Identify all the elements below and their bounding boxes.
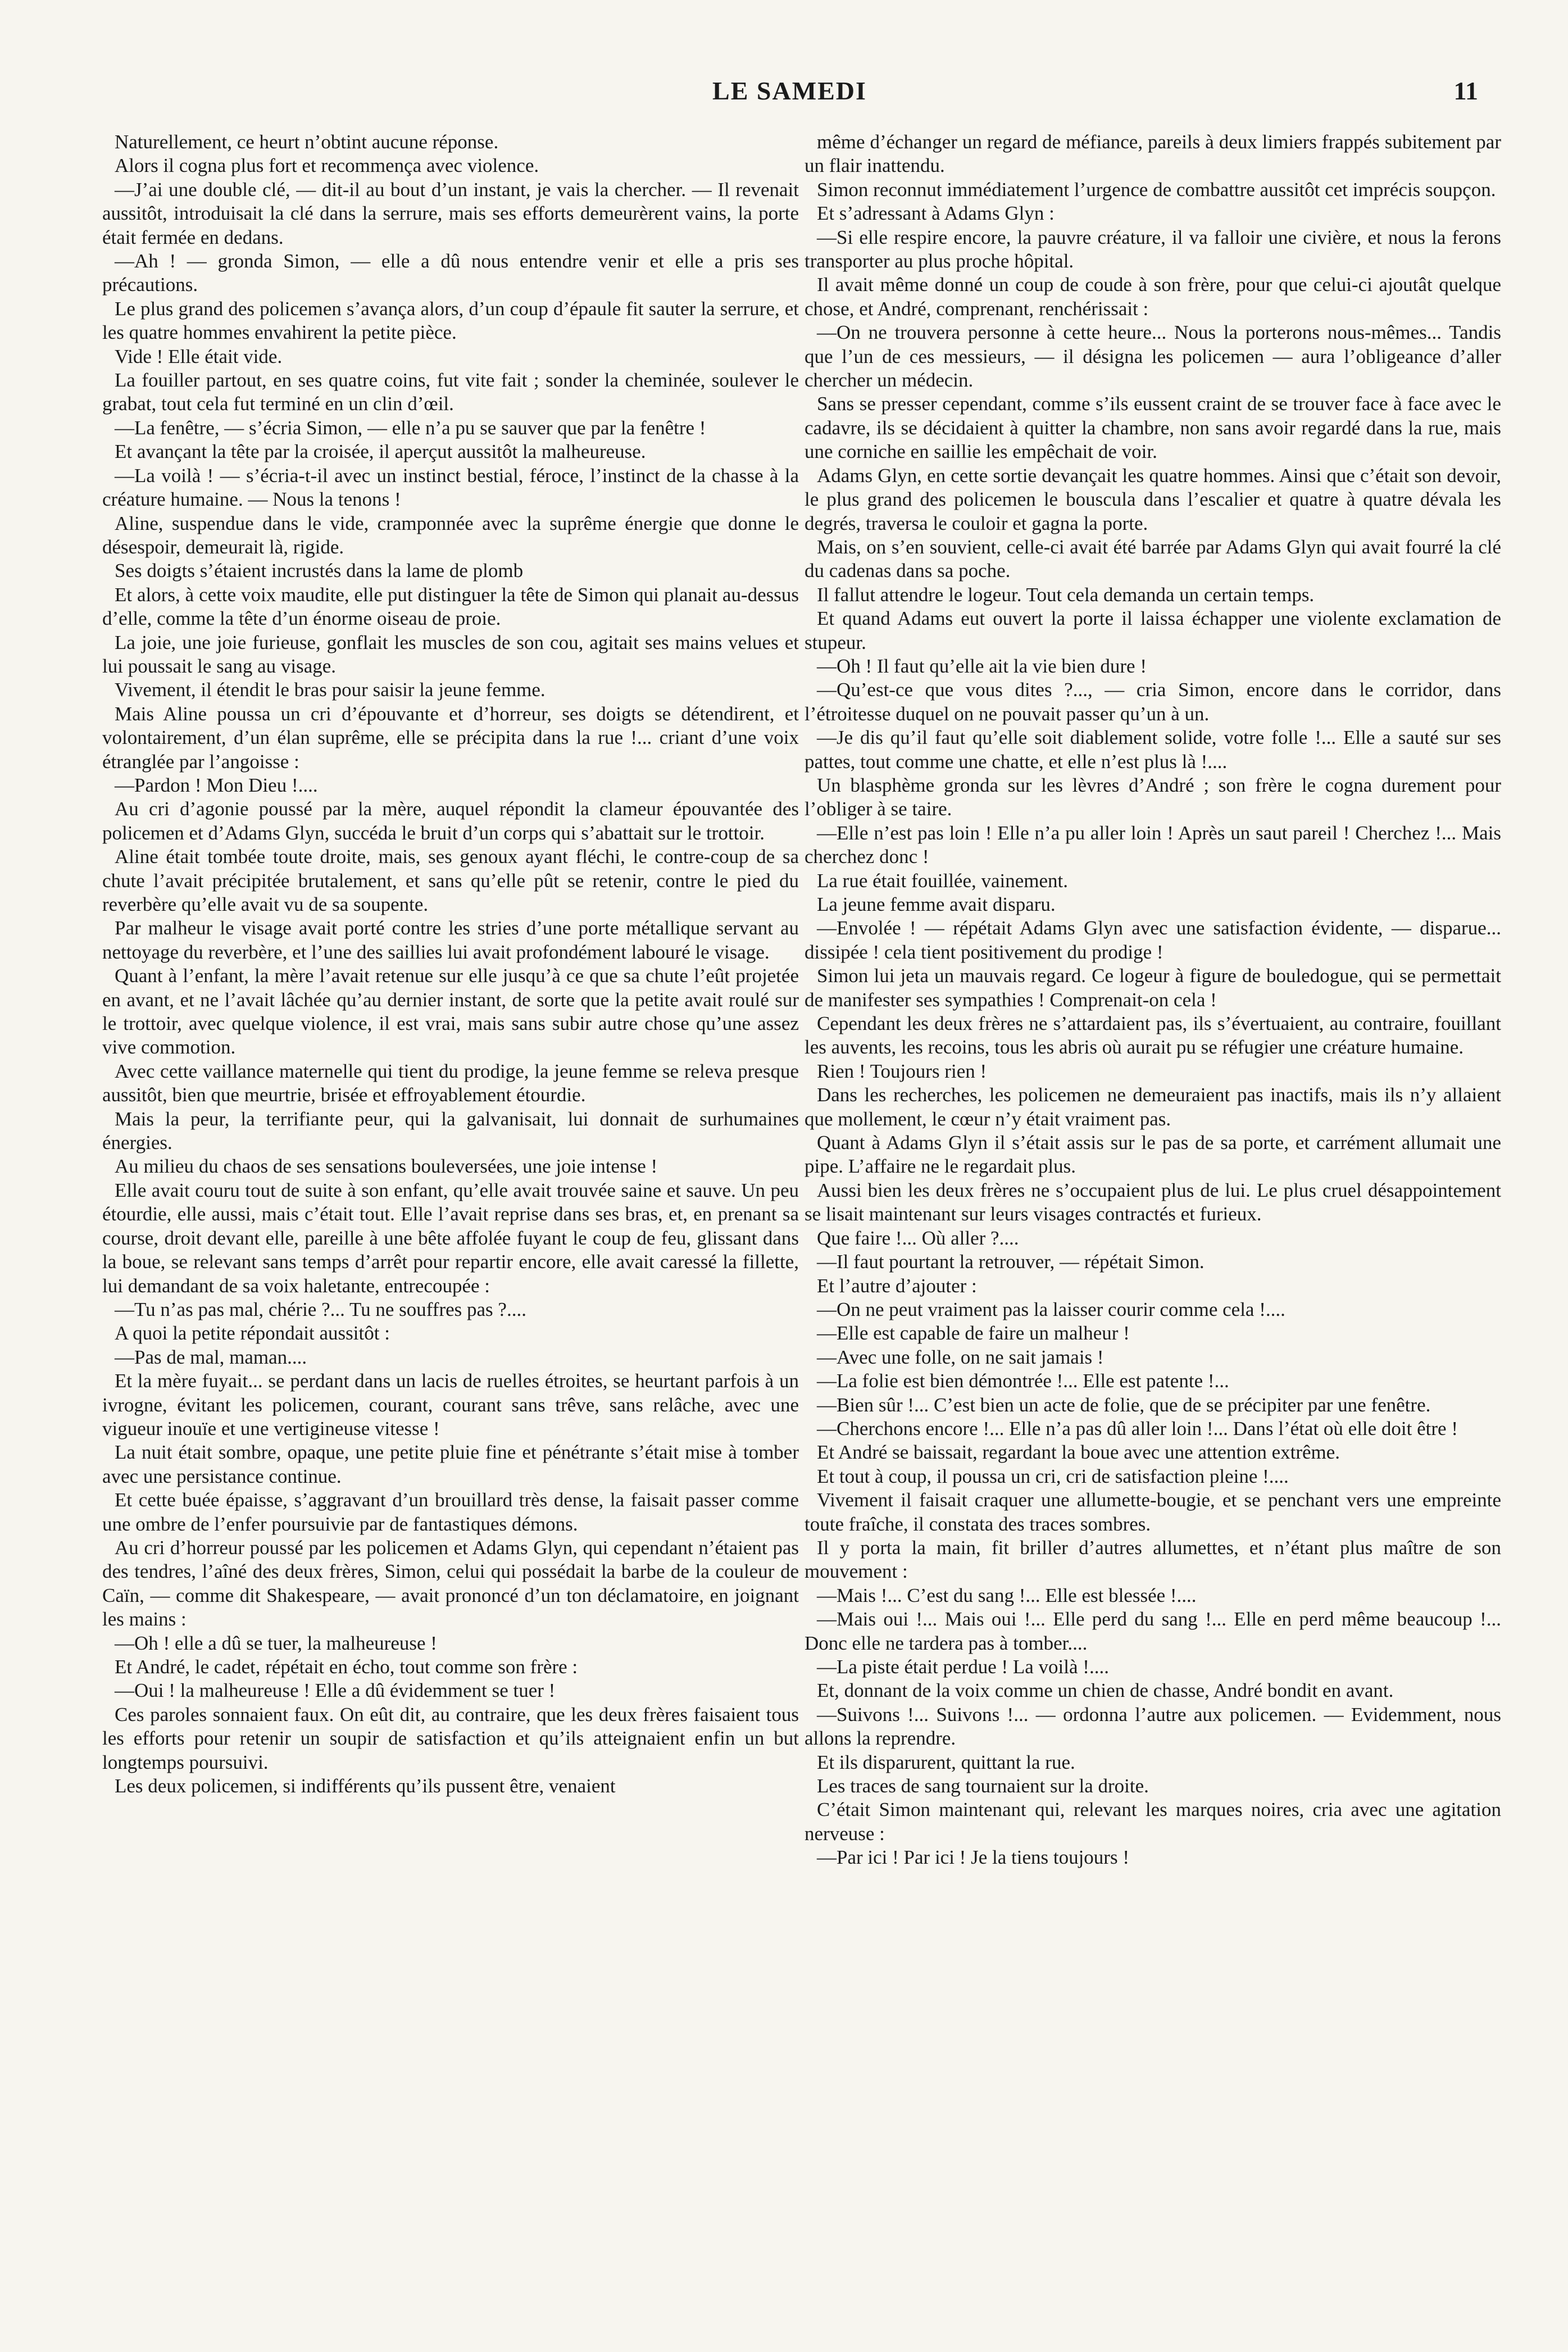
paragraph: Ces paroles sonnaient faux. On eût dit, au contraire, que les deux frères faisaient tous les efforts pour retenir un soupir de satisfaction et qu’ils atteignaient enfin un but longtemps poursuivi. [102, 1703, 799, 1773]
paragraph: Et alors, à cette voix maudite, elle put distinguer la tête de Simon qui planait au-dessus d’elle, comme la tête d’un énorme oiseau de proie. [102, 583, 799, 630]
paragraph: Et quand Adams eut ouvert la porte il laissa échapper une violente exclamation de stupeur. [805, 607, 1501, 653]
paragraph: La nuit était sombre, opaque, une petite pluie fine et pénétrante s’était mise à tomber avec une persistance continue. [102, 1441, 799, 1487]
paragraph: —Suivons !... Suivons !... — ordonna l’autre aux policemen. — Evidemment, nous allons la reprendre. [805, 1703, 1501, 1750]
paragraph: Il avait même donné un coup de coude à son frère, pour que celui-ci ajoutât quelque chose, et André, comprenant, renchérissait : [805, 274, 1501, 320]
paragraph: C’était Simon maintenant qui, relevant les marques noires, cria avec une agitation nerveuse : [805, 1799, 1501, 1845]
paragraph: —On ne peut vraiment pas la laisser courir comme cela !.... [817, 1298, 1285, 1320]
paragraph: Au cri d’horreur poussé par les policemen et Adams Glyn, qui cependant n’étaient pas des tendres, l’aîné des deux frères, Simon, celui qui possédait la barbe de la couleur de Caïn, — comme dit Shakespeare, — avait prononcé d’un ton déclamatoire, en joignant les mains : [102, 1536, 799, 1631]
page-header [101, 76, 1478, 115]
paragraph: La rue était fouillée, vainement. [817, 869, 1069, 892]
paragraph: Et André, le cadet, répétait en écho, tout comme son frère : [115, 1656, 578, 1678]
paragraph: —Pas de mal, maman.... [115, 1346, 307, 1368]
paragraph: Et l’autre d’ajouter : [817, 1274, 977, 1297]
paragraph: Dans les recherches, les policemen ne demeuraient pas inactifs, mais ils n’y allaient que mollement, le cœur n’y était vraiment pas. [805, 1084, 1501, 1130]
paragraph: Au cri d’agonie poussé par la mère, auquel répondit la clameur épouvantée des policemen et d’Adams Glyn, succéda le bruit d’un corps qui s’abattait sur le trottoir. [102, 798, 799, 844]
paragraph: —La piste était perdue ! La voilà !.... [817, 1656, 1109, 1678]
paragraph: Les deux policemen, si indifférents qu’ils pussent être, venaient [115, 1775, 616, 1797]
paragraph: Sans se presser cependant, comme s’ils eussent craint de se trouver face à face avec le cadavre, ils se décidaient à quitter la chambre, non sans avoir regardé dans la rue, mais une corniche en saillie les empêchait de voir. [805, 393, 1501, 463]
paragraph: —La folie est bien démontrée !... Elle est patente !... [817, 1370, 1229, 1392]
paragraph: Il y porta la main, fit briller d’autres allumettes, et n’étant plus maître de son mouvement : [805, 1536, 1501, 1583]
paragraph: Il fallut attendre le logeur. Tout cela demanda un certain temps. [817, 583, 1315, 606]
paragraph: Vide ! Elle était vide. [115, 345, 283, 367]
paragraph: Elle avait couru tout de suite à son enfant, qu’elle avait trouvée saine et sauve. Un peu étourdie, elle aussi, mais c’était tout. Elle l’avait reprise dans ses bras, et, en prenant sa course, droit devant elle, pareille à une bête affolée fuyant le coup de feu, glissant dans la boue, se relevant sans temps d’arrêt pour repartir encore, elle avait caressé la fillette, lui demandant de sa voix haletante, entrecoupée : [102, 1179, 799, 1297]
paragraph: —Pardon ! Mon Dieu !.... [115, 774, 318, 796]
paragraph: Aussi bien les deux frères ne s’occupaient plus de lui. Le plus cruel désappointement se lisait maintenant sur leurs visages contractés et furieux. [805, 1179, 1501, 1225]
paragraph: Aline était tombée toute droite, mais, ses genoux ayant fléchi, le contre-coup de sa chute l’avait précipitée brutalement, et sans qu’elle pût se retenir, contre le pied du reverbère qu’elle avait vu de sa soupente. [102, 846, 799, 915]
paragraph: Et André se baissait, regardant la boue avec une attention extrême. [817, 1441, 1340, 1464]
paragraph: Et la mère fuyait... se perdant dans un lacis de ruelles étroites, se heurtant parfois à un ivrogne, évitant les policemen, courant, courant sans trêve, sans relâche, avec une vigueur inouïe et une vertigineuse vitesse ! [102, 1370, 799, 1440]
paragraph: Cependant les deux frères ne s’attardaient pas, ils s’évertuaient, au contraire, fouillant les auvents, les recoins, tous les abris où aurait pu se réfugier une créature humaine. [805, 1012, 1501, 1059]
paragraph: —Je dis qu’il faut qu’elle soit diablement solide, votre folle !... Elle a sauté sur ses pattes, tout comme une chatte, et elle n’est plus là !.... [805, 727, 1501, 773]
paragraph: —La fenêtre, — s’écria Simon, — elle n’a pu se sauver que par la fenêtre ! [115, 416, 706, 439]
right-column [805, 130, 1501, 1870]
left-column [102, 130, 799, 1798]
paragraph: —Mais oui !... Mais oui !... Elle perd du sang !... Elle en perd même beaucoup !... Donc elle ne tardera pas à tomber.... [805, 1608, 1501, 1654]
paragraph: —J’ai une double clé, — dit-il au bout d’un instant, je vais la chercher. — Il revenait aussitôt, introduisait la clé dans la serrure, mais ses efforts demeurèrent vains, la porte était fermée en dedans. [102, 178, 799, 248]
paragraph: Et s’adressant à Adams Glyn : [817, 202, 1055, 225]
paragraph: Et tout à coup, il poussa un cri, cri de satisfaction pleine !.... [817, 1465, 1289, 1487]
paragraph: Ses doigts s’étaient incrustés dans la lame de plomb [115, 560, 524, 582]
paragraph: —Bien sûr !... C’est bien un acte de folie, que de se précipiter par une fenêtre. [817, 1393, 1431, 1416]
paragraph: —Elle n’est pas loin ! Elle n’a pu aller loin ! Après un saut pareil ! Cherchez !... Mais cherchez donc ! [805, 821, 1501, 868]
paragraph: —On ne trouvera personne à cette heure... Nous la porterons nous-mêmes... Tandis que l’un de ces messieurs, — il désigna les policemen — aura l’obligeance d’aller chercher un médecin. [805, 321, 1501, 392]
paragraph: Le plus grand des policemen s’avança alors, d’un coup d’épaule fit sauter la serrure, et les quatre hommes envahirent la petite pièce. [102, 297, 799, 344]
paragraph: Et avançant la tête par la croisée, il aperçut aussitôt la malheureuse. [115, 441, 646, 463]
running-title: LE SAMEDI [712, 76, 867, 105]
paragraph: La fouiller partout, en ses quatre coins, fut vite fait ; sonder la cheminée, soulever le grabat, tout cela fut terminé en un clin d’œil. [102, 369, 799, 415]
paragraph: —Il faut pourtant la retrouver, — répétait Simon. [817, 1251, 1205, 1273]
paragraph: Un blasphème gronda sur les lèvres d’André ; son frère le cogna durement pour l’obliger à se taire. [805, 774, 1501, 820]
paragraph: Que faire !... Où aller ?.... [817, 1227, 1019, 1249]
paragraph: Rien ! Toujours rien ! [817, 1060, 987, 1082]
paragraph: Et, donnant de la voix comme un chien de chasse, André bondit en avant. [817, 1679, 1394, 1702]
paragraph: —Ah ! — gronda Simon, — elle a dû nous entendre venir et elle a pris ses précautions. [102, 250, 799, 296]
paragraph: —Qu’est-ce que vous dites ?..., — cria Simon, encore dans le corridor, dans l’étroitesse duquel on ne pouvait passer qu’un à un. [805, 679, 1501, 725]
paragraph: Mais Aline poussa un cri d’épouvante et d’horreur, ses doigts se détendirent, et volontairement, d’un élan suprême, elle se précipita dans la rue !... criant d’une voix étranglée par l’angoisse : [102, 702, 799, 773]
paragraph: —Si elle respire encore, la pauvre créature, il va falloir une civière, et nous la ferons transporter au plus proche hôpital. [805, 226, 1501, 273]
paragraph: —Par ici ! Par ici ! Je la tiens toujours ! [817, 1846, 1129, 1869]
paragraph: Les traces de sang tournaient sur la droite. [817, 1775, 1149, 1797]
page-number: 11 [1453, 76, 1478, 105]
paragraph: —Tu n’as pas mal, chérie ?... Tu ne souffres pas ?.... [115, 1298, 526, 1320]
paragraph: même d’échanger un regard de méfiance, pareils à deux limiers frappés subitement par un flair inattendu. [805, 131, 1501, 177]
paragraph: —Mais !... C’est du sang !... Elle est blessée !.... [817, 1584, 1197, 1606]
paragraph: Quant à Adams Glyn il s’était assis sur le pas de sa porte, et carrément allumait une pipe. L’affaire ne le regardait plus. [805, 1132, 1501, 1178]
paragraph: Simon reconnut immédiatement l’urgence de combattre aussitôt cet imprécis soupçon. [817, 178, 1496, 201]
paragraph: Et cette buée épaisse, s’aggravant d’un brouillard très dense, la faisait passer comme une ombre de l’enfer poursuivie par de fantastiques démons. [102, 1489, 799, 1535]
paragraph: Au milieu du chaos de ses sensations bouleversées, une joie intense ! [115, 1155, 658, 1178]
paragraph: —Envolée ! — répétait Adams Glyn avec une satisfaction évidente, — disparue... dissipée ! cela tient positivement du prodige ! [805, 917, 1501, 963]
paragraph: Adams Glyn, en cette sortie devançait les quatre hommes. Ainsi que c’était son devoir, le plus grand des policemen le bouscula dans l’escalier et quatre à quatre dévala les degrés, traversa le couloir et gagna la porte. [805, 464, 1501, 534]
paragraph: Mais, on s’en souvient, celle-ci avait été barrée par Adams Glyn qui avait fourré la clé du cadenas dans sa poche. [805, 535, 1501, 582]
paragraph: Vivement il faisait craquer une allumette-bougie, et se penchant vers une empreinte toute fraîche, il constata des traces sombres. [805, 1489, 1501, 1535]
paragraph: Avec cette vaillance maternelle qui tient du prodige, la jeune femme se releva presque aussitôt, bien que meurtrie, brisée et effroyablement étourdie. [102, 1060, 799, 1106]
paragraph: A quoi la petite répondait aussitôt : [115, 1322, 390, 1345]
paragraph: Quant à l’enfant, la mère l’avait retenue sur elle jusqu’à ce que sa chute l’eût projetée en avant, et ne l’avait lâchée qu’au dernier instant, de sorte que la petite avait roulé sur le trottoir, avec quelque violence, il est vrai, mais sans subir autre chose qu’une assez vive commotion. [102, 965, 799, 1059]
paragraph: La jeune femme avait disparu. [817, 893, 1056, 915]
paragraph: —Cherchons encore !... Elle n’a pas dû aller loin !... Dans l’état où elle doit être ! [817, 1417, 1458, 1440]
paragraph: —Oh ! elle a dû se tuer, la malheureuse ! [115, 1632, 437, 1654]
paragraph: Simon lui jeta un mauvais regard. Ce logeur à figure de bouledogue, qui se permettait de manifester ses sympathies ! Comprenait-on cela ! [805, 965, 1501, 1011]
paragraph: Par malheur le visage avait porté contre les stries d’une porte métallique servant au nettoyage du reverbère, et l’une des saillies lui avait profondément labouré le visage. [102, 917, 799, 963]
paragraph: La joie, une joie furieuse, gonflait les muscles de son cou, agitait ses mains velues et lui poussait le sang au visage. [102, 631, 799, 677]
paragraph: Aline, suspendue dans le vide, cramponnée avec la suprême énergie que donne le désespoir, demeurait là, rigide. [102, 512, 799, 558]
paragraph: —Elle est capable de faire un malheur ! [817, 1322, 1130, 1345]
paragraph: Vivement, il étendit le bras pour saisir la jeune femme. [115, 679, 546, 701]
paragraph: —Oh ! Il faut qu’elle ait la vie bien dure ! [817, 655, 1147, 677]
paragraph: —Avec une folle, on ne sait jamais ! [817, 1346, 1104, 1368]
paragraph: —La voilà ! — s’écria-t-il avec un instinct bestial, féroce, l’instinct de la chasse à la créature humaine. — Nous la tenons ! [102, 464, 799, 511]
paragraph: Et ils disparurent, quittant la rue. [817, 1751, 1075, 1773]
paragraph: Naturellement, ce heurt n’obtint aucune réponse. [115, 131, 499, 153]
paragraph: —Oui ! la malheureuse ! Elle a dû évidemment se tuer ! [115, 1679, 556, 1702]
paragraph: Alors il cogna plus fort et recommença avec violence. [115, 155, 539, 177]
paragraph: Mais la peur, la terrifiante peur, qui la galvanisait, lui donnait de surhumaines énergies. [102, 1107, 799, 1154]
